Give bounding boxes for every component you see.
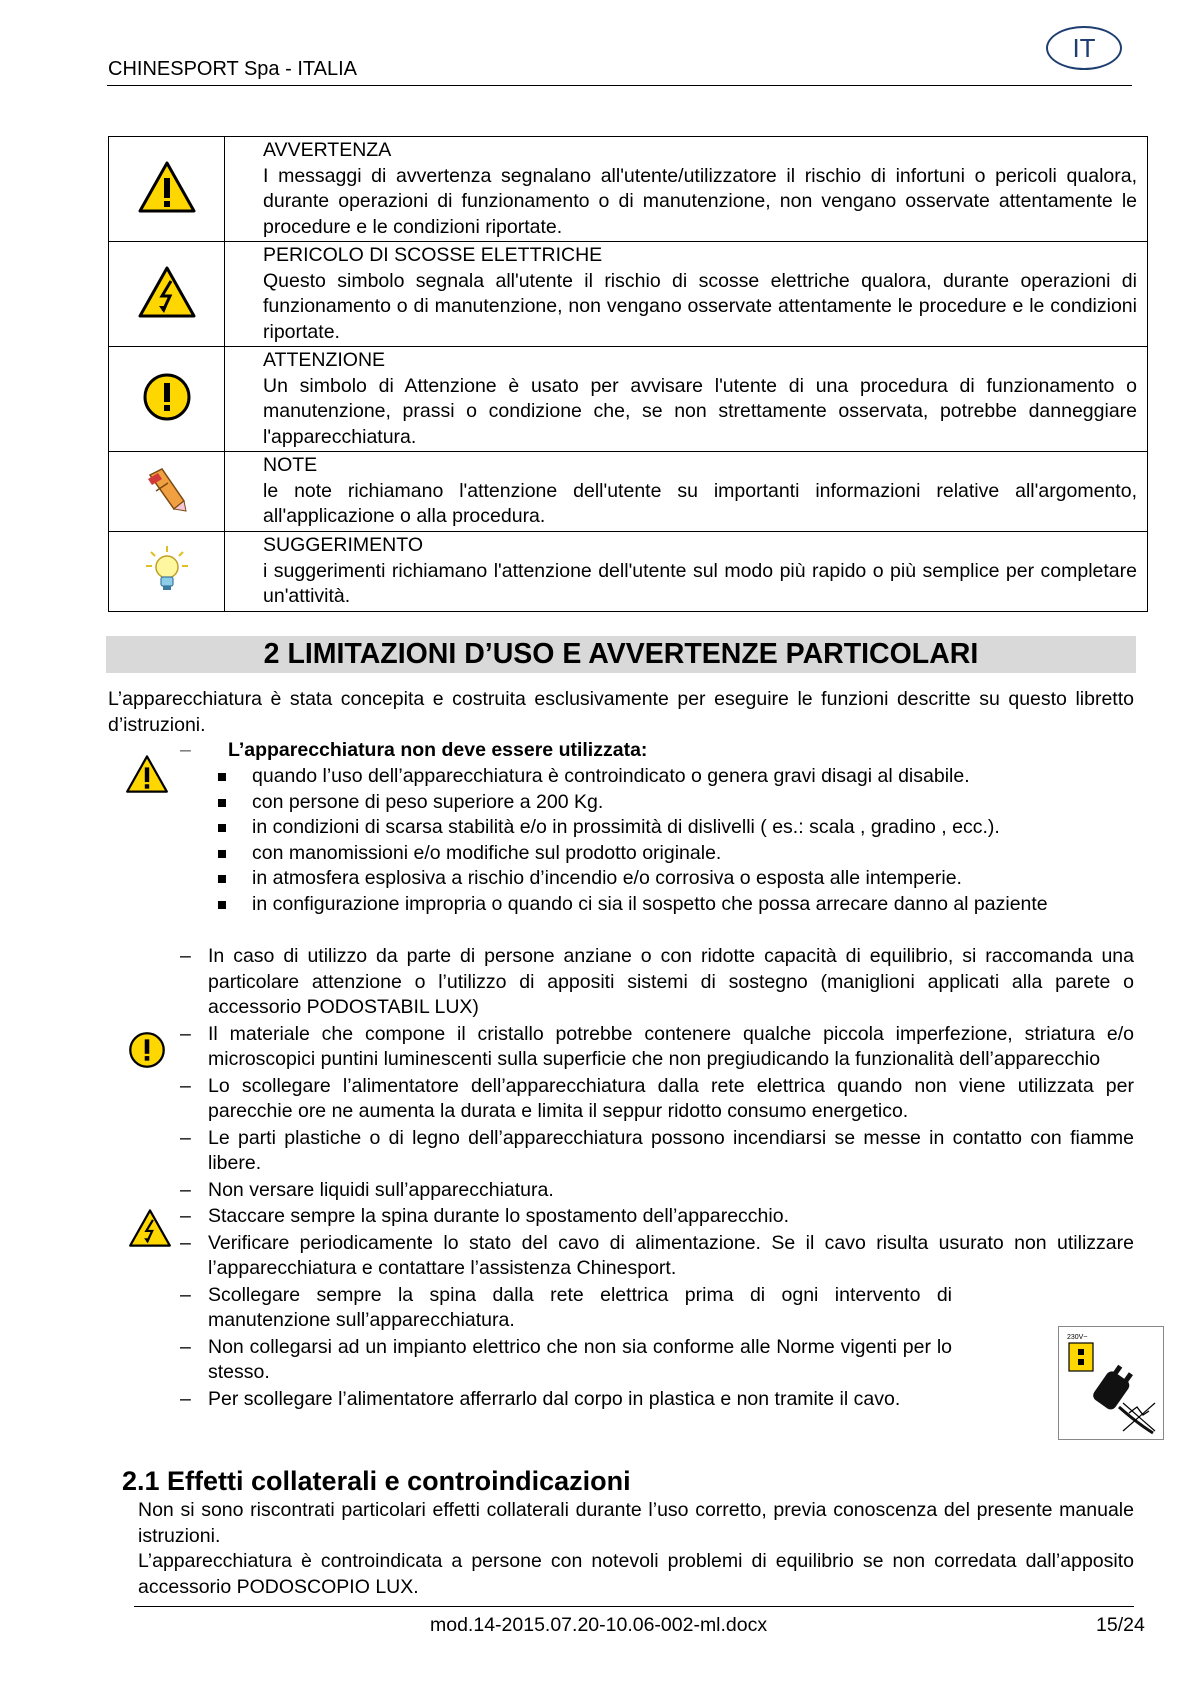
symbol-text: Questo simbolo segnala all'utente il rischio di scosse elettriche qualora, durante operazioni di funzionamento o di manutenzione, non vengano osservate attentamente le procedure e le condizioni riportate. bbox=[263, 269, 1137, 343]
symbol-text: I messaggi di avvertenza segnalano all'utente/utilizzatore il rischio di infortuni o pericoli qualora, durante operazioni di funzionamento o di manutenzione, non vengano osservate attentamente le procedure e le condizioni riportate. bbox=[263, 164, 1137, 238]
list-item: – Non collegarsi ad un impianto elettrico che non sia conforme alle Norme vigenti per lo stesso. bbox=[180, 1335, 952, 1383]
symbol-description bbox=[225, 347, 1148, 452]
header-rule bbox=[107, 85, 1132, 86]
attention-exclamation-icon bbox=[128, 1031, 166, 1069]
subsection-title: 2.1 Effetti collaterali e controindicazioni bbox=[122, 1466, 631, 1496]
symbol-title: PERICOLO DI SCOSSE ELETTRICHE bbox=[263, 244, 603, 266]
paragraph: L’apparecchiatura è controindicata a persone con notevoli problemi di equilibrio se non corredata dall’apposito accessorio PODOSCOPIO LUX. bbox=[138, 1550, 1134, 1598]
section-title: 2 LIMITAZIONI D’USO E AVVERTENZE PARTICOLARI bbox=[263, 638, 979, 670]
list-item: – Non versare liquidi sull’apparecchiatura. bbox=[180, 1178, 554, 1201]
symbol-description bbox=[225, 452, 1148, 532]
warning-triangle-icon bbox=[125, 754, 169, 794]
company-header: CHINESPORT Spa - ITALIA bbox=[108, 58, 357, 80]
list-item: – Il materiale che compone il cristallo potrebbe contenere qualche piccola imperfezione, striatura e/o microscopici puntini luminescenti sulla superficie che non pregiudicando la funzionalità dell’apparecchio bbox=[180, 1022, 1134, 1070]
unplug-icon bbox=[1059, 1327, 1163, 1439]
list-item: quando l’uso dell’apparecchiatura è controindicato o genera gravi disagi al disabile. bbox=[216, 764, 1134, 790]
list-item: in configurazione impropria o quando ci sia il sospetto che possa arrecare danno al paziente bbox=[216, 892, 1134, 918]
symbol-icon-cell bbox=[109, 452, 225, 532]
note-pencil-icon bbox=[144, 465, 190, 513]
list-dash: – bbox=[180, 739, 191, 761]
list-item: – Le parti plastiche o di legno dell’apparecchiatura possono incendiarsi se messe in contatto con fiamme libere. bbox=[180, 1126, 1134, 1174]
warnings-list bbox=[178, 944, 1134, 1413]
section-intro: L’apparecchiatura è stata concepita e costruita esclusivamente per eseguire le funzioni descritte su questo libretto d’istruzioni. bbox=[108, 688, 1134, 736]
list-item: – Staccare sempre la spina durante lo spostamento dell’apparecchio. bbox=[180, 1205, 790, 1227]
symbol-description bbox=[225, 532, 1148, 612]
lightbulb-tip-icon bbox=[143, 544, 191, 594]
list-item: in condizioni di scarsa stabilità e/o in prossimità di dislivelli ( es.: scala , gradino , ecc.). bbox=[216, 815, 1134, 841]
symbol-row bbox=[109, 347, 1148, 452]
section-heading-bar bbox=[106, 636, 1136, 673]
unplug-illustration bbox=[1058, 1326, 1164, 1440]
limitations-list bbox=[216, 764, 1134, 917]
electric-shock-icon bbox=[137, 265, 197, 319]
warning-triangle-icon bbox=[137, 160, 197, 214]
list-item: con persone di peso superiore a 200 Kg. bbox=[216, 790, 1134, 816]
list-item: – Lo scollegare l’alimentatore dell’apparecchiatura dalla rete elettrica quando non viene utilizzata per parecchie ore ne aumenta la durata e limita il seppur ridotto consumo energetico. bbox=[180, 1074, 1134, 1122]
symbol-text: le note richiamano l'attenzione dell'utente su importanti informazioni relative all'argomento, all'applicazione o alla procedura. bbox=[263, 479, 1137, 528]
language-badge: IT bbox=[1046, 26, 1122, 70]
symbol-title: AVVERTENZA bbox=[263, 139, 392, 161]
symbol-title: SUGGERIMENTO bbox=[263, 534, 423, 557]
list-item: – In caso di utilizzo da parte di persone anziane o con ridotte capacità di equilibrio, si raccomanda una particolare attenzione o l’utilizzo di appositi sistemi di sostegno (maniglioni applicati alla parete o accessorio PODOSTABIL LUX) bbox=[180, 945, 1134, 1018]
list-item: in atmosfera esplosiva a rischio d’incendio e/o corrosiva o esposta alle intemperie. bbox=[216, 866, 1134, 892]
list-item: con manomissioni e/o modifiche sul prodotto originale. bbox=[216, 841, 1134, 867]
attention-exclamation-icon bbox=[142, 372, 192, 422]
symbol-row bbox=[109, 137, 1148, 242]
svg-text:230V~: 230V~ bbox=[1067, 1334, 1088, 1341]
symbol-text: i suggerimenti richiamano l'attenzione dell'utente sul modo più rapido o più semplice per completare un'attività. bbox=[263, 559, 1137, 608]
symbols-table bbox=[108, 136, 1148, 612]
limitations-title: L’apparecchiatura non deve essere utilizzata: bbox=[228, 739, 648, 761]
symbol-icon-cell bbox=[109, 137, 225, 242]
footer-filename: mod.14-2015.07.20-10.06-002-ml.docx bbox=[430, 1614, 768, 1636]
symbol-description bbox=[225, 137, 1148, 242]
list-item: – Scollegare sempre la spina dalla rete elettrica prima di ogni intervento di manutenzione sull’apparecchiatura. bbox=[180, 1283, 952, 1331]
symbol-title: NOTE bbox=[263, 454, 318, 477]
symbol-row bbox=[109, 532, 1148, 612]
symbol-text: Un simbolo di Attenzione è usato per avvisare l'utente di una procedura di funzionamento o manutenzione, prassi o condizione che, se non strettamente osservata, potrebbe danneggiare l'apparecchiatura. bbox=[263, 374, 1137, 448]
symbol-icon-cell bbox=[109, 347, 225, 452]
symbol-icon-cell bbox=[109, 242, 225, 347]
symbol-row bbox=[109, 242, 1148, 347]
list-item: – Verificare periodicamente lo stato del cavo di alimentazione. Se il cavo risulta usurato non utilizzare l’apparecchiatura e contattare l’assistenza Chinesport. bbox=[180, 1231, 1134, 1279]
symbol-title: ATTENZIONE bbox=[263, 349, 386, 371]
paragraph: Non si sono riscontrati particolari effetti collaterali durante l’uso corretto, previa conoscenza del presente manuale istruzioni. bbox=[138, 1499, 1134, 1547]
page-number: 15/24 bbox=[1096, 1614, 1145, 1636]
footer-rule bbox=[134, 1606, 1134, 1607]
list-item: – Per scollegare l’alimentatore afferrarlo dal corpo in plastica e non tramite il cavo. bbox=[180, 1387, 901, 1410]
electric-shock-icon bbox=[128, 1208, 172, 1248]
symbol-description bbox=[225, 242, 1148, 347]
symbol-icon-cell bbox=[109, 532, 225, 612]
symbol-row bbox=[109, 452, 1148, 532]
subsection-body bbox=[138, 1498, 1134, 1600]
